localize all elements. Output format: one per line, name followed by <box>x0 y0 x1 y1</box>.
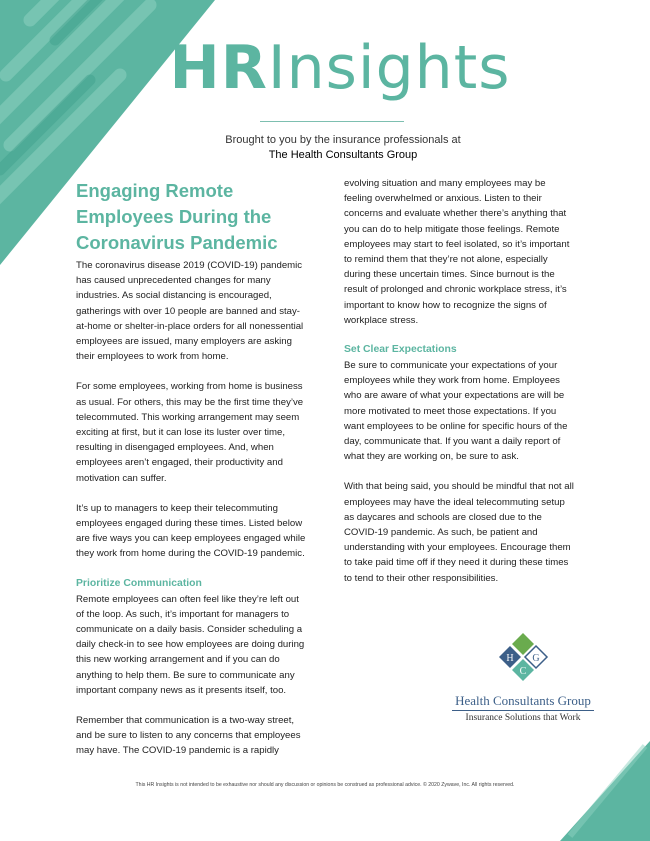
brought-by-text: Brought to you by the insurance professionals at <box>225 134 461 146</box>
section1-paragraph-2: Remember that communication is a two-way street, and be sure to listen to any concerns that employees may have. The COVID-19 pandemic is a rapidly <box>76 715 301 757</box>
intro-paragraph-2: For some employees, working from home is business as usual. For others, this may be the first time they’ve telecommuted. This working arrangement may seem exciting at first, but it can lose its luster over time, resulting in disengaged employees. And, when employees aren’t engaged, their productivity and motivation can suffer. <box>76 381 304 484</box>
hcg-diamond-emblem <box>448 632 598 688</box>
masthead-divider <box>260 121 404 122</box>
health-consultants-group-logo <box>448 632 598 724</box>
intro-paragraph-1: The coronavirus disease 2019 (COVID-19) pandemic has caused unprecedented changes for many industries. As social distancing is encouraged, gatherings with over 10 people are banned and stay-at-home or shelter-in-place orders for all nonessential employees are issued, many employers are asking their employees to work from home. <box>76 260 304 363</box>
hcg-brand-divider <box>452 710 594 711</box>
footer-disclaimer: This HR Insights is not intended to be exhaustive nor should any discussion or opinions be construed as professional advice. © 2020 Zywave, Inc. All rights reserved. <box>135 782 515 788</box>
hcg-tagline: Insurance Solutions that Work <box>465 713 581 723</box>
company-name: The Health Consultants Group <box>268 149 418 161</box>
hcg-letter-h: H <box>506 653 514 664</box>
hr-insights-logo: HRInsights <box>169 33 511 103</box>
section-heading-set-clear-expectations: Set Clear Expectations <box>344 344 457 356</box>
decorative-stripes-bottom-right <box>560 741 650 841</box>
hcg-letter-g: G <box>532 653 540 664</box>
hcg-brand-name: Health Consultants Group <box>455 693 591 708</box>
section2-paragraph-2: With that being said, you should be mindful that not all employees may have the ideal telecommuting setup as daycares and schools are closed due to the COVID-19 pandemic. As such, be patient and understanding with your employees. Encourage them to take paid time off if they need it during these times to tend to their other responsibilities. <box>344 481 574 584</box>
intro-paragraph-3: It’s up to managers to keep their telecommuting employees engaged during these times. Listed below are five ways you can keep employees engaged while they work from home during the COVID-19 pandemic. <box>76 502 306 560</box>
left-column <box>76 178 308 774</box>
right-column <box>344 176 576 601</box>
section1-paragraph-2-continued: evolving situation and many employees may be feeling overwhelmed or anxious. Listen to their concerns and evaluate whether there’s anything that you can do to help mitigate those feelings. Remote employees may start to feel isolated, so it’s important to remind them that they’re not alone, especially during these uncertain times. Since burnout is the result of prolonged and chronic workplace stress, it’s important to know how to recognize the signs of workplace stress. <box>344 178 570 326</box>
article-title: Engaging Remote Employees During the Coronavirus Pandemic <box>76 180 278 253</box>
section2-paragraph-1: Be sure to communicate your expectations of your employees while they work from home. Employees who are aware of what your expectations are will be more motivated to meet those expectations. If you want employees to be online for specific hours of the day, communicate that. If you want a daily report of what they are working on, be sure to ask. <box>344 360 568 463</box>
section-heading-prioritize-communication: Prioritize Communication <box>76 577 202 589</box>
section1-paragraph-1: Remote employees can often feel like they’re left out of the loop. As such, it’s important for managers to communicate on a daily basis. Consider scheduling a daily check-in to see how employees are doing during this new working arrangement and if you can do anything to help them. Be sure to communicate any important company news as it presents itself, too. <box>76 593 305 696</box>
brought-by-block <box>18 133 650 163</box>
masthead <box>0 33 650 103</box>
hcg-letter-c: C <box>519 666 527 677</box>
